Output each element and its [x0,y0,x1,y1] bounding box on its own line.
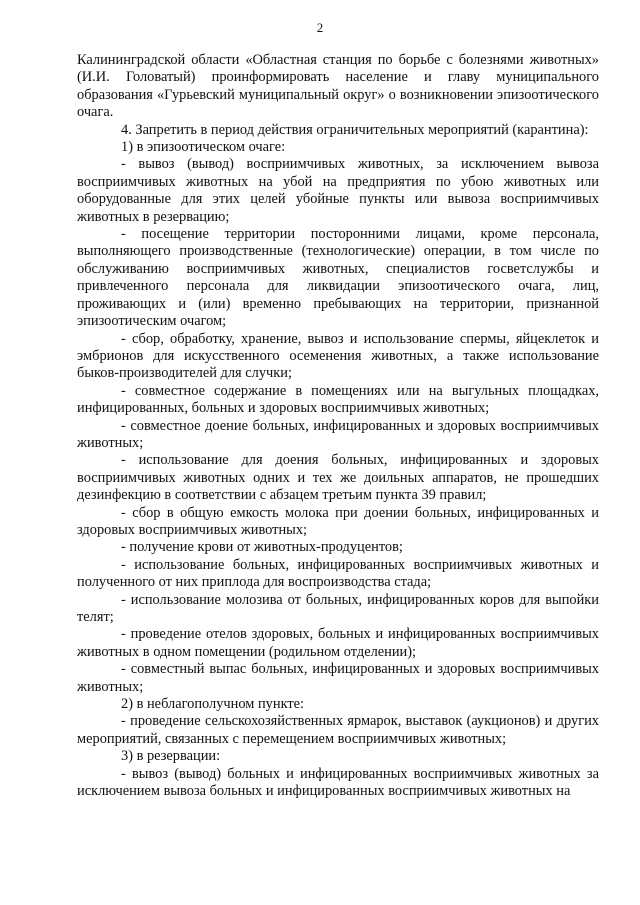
paragraph-intro: Калининградской области «Областная станция по борьбе с болезнями животных» (И.И. Головатый) проинформировать население и главу муниципального образования «Гурьевский муниципальный округ» о возникновении эпизоотического очага. [77,52,599,121]
list-item: - вывоз (вывод) восприимчивых животных, за исключением вывоза восприимчивых животных на убой на предприятия по убою животных или оборудованные для этих целей убойные пункты или вывоза восприимчивых животных в резервацию; [77,156,599,225]
list-item: - сбор, обработку, хранение, вывоз и использование спермы, яйцеклеток и эмбрионов для искусственного осеменения животных, а также использование быков-производителей для случки; [77,330,599,382]
list-item: - совместное содержание в помещениях или на выгульных площадках, инфицированных, больных и здоровых восприимчивых животных; [77,382,599,417]
document-body [77,52,599,800]
list-item: - совместное доение больных, инфицированных и здоровых восприимчивых животных; [77,417,599,451]
subheading-reservation: 3) в резервации: [121,748,221,765]
list-item: - проведение отелов здоровых, больных и инфицированных восприимчивых животных в одном помещении (родильном отделении); [77,626,599,660]
paragraph-item-4: 4. Запретить в период действия ограничительных мероприятий (карантина): [121,121,589,138]
list-item: - использование для доения больных, инфицированных и здоровых восприимчивых животных одних и тех же доильных аппаратов, не прошедших дезинфекцию в соответствии с абзацем третьим пункта 39 правил; [77,452,599,504]
list-item: - использование больных, инфицированных восприимчивых животных и полученного от них приплода для воспроизводства стада; [77,556,599,591]
list-item: - вывоз (вывод) больных и инфицированных восприимчивых животных за исключением вывоза больных и инфицированных восприимчивых животных на [77,765,599,800]
list-item: - получение крови от животных-продуцентов; [121,539,403,556]
subheading-unfavorable-point: 2) в неблагополучном пункте: [121,696,305,713]
list-item: - совместный выпас больных, инфицированных и здоровых восприимчивых животных; [77,661,599,695]
list-item: - проведение сельскохозяйственных ярмарок, выставок (аукционов) и других мероприятий, связанных с перемещением восприимчивых животных; [77,713,599,747]
list-item: - посещение территории посторонними лицами, кроме персонала, выполняющего производственные (технологические) операции, в том числе по обслуживанию восприимчивых животных, специалистов госветслужбы и привлеченного персонала для ликвидации эпизоотического очага, лиц, проживающих и (или) временно пребывающих на территории, признанной эпизоотическим очагом; [77,226,599,330]
subheading-focus: 1) в эпизоотическом очаге: [121,139,286,156]
page-number: 2 [316,20,324,35]
list-item: - сбор в общую емкость молока при доении больных, инфицированных и здоровых восприимчивых животных; [77,504,599,538]
list-item: - использование молозива от больных, инфицированных коров для выпойки телят; [77,591,599,625]
